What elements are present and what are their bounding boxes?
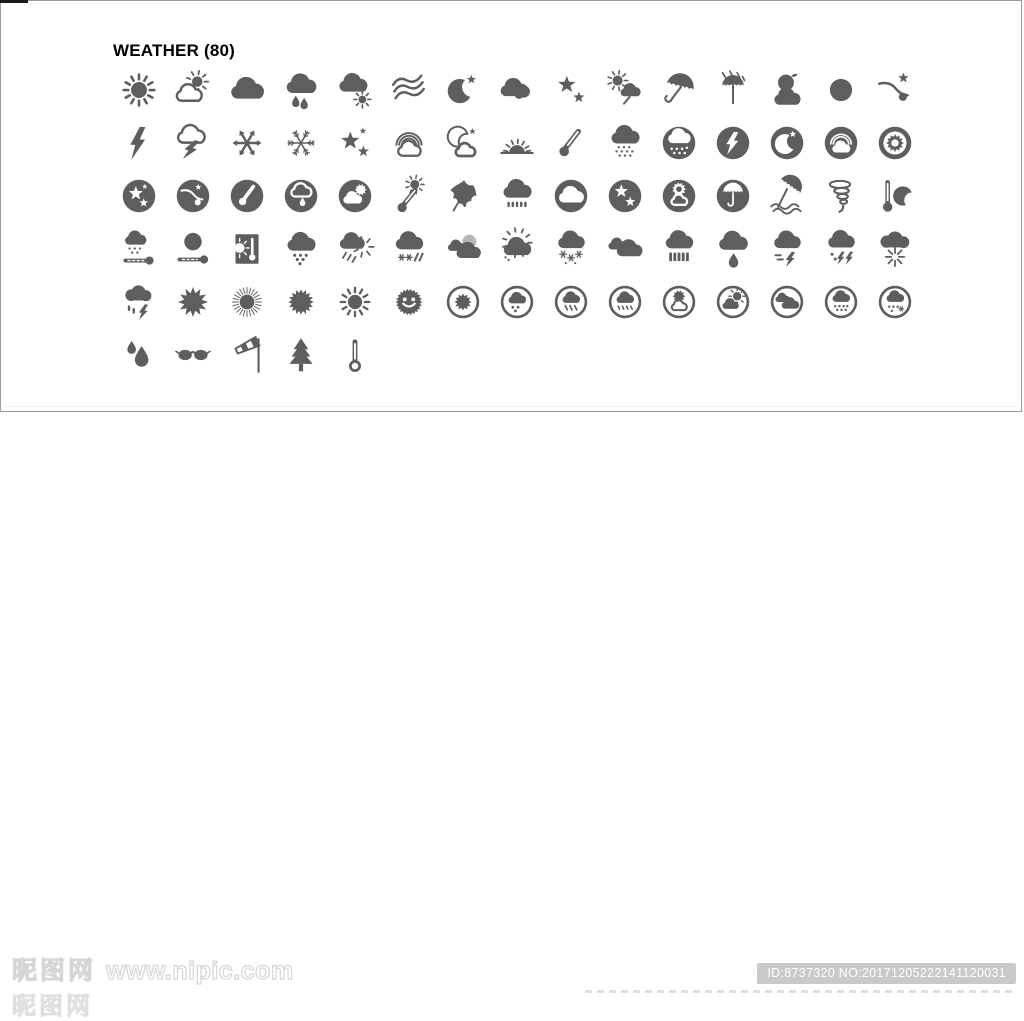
clouds-lightning-icon	[868, 222, 922, 275]
full-moon-icon	[814, 63, 868, 116]
badge-cloud-drop-icon	[274, 169, 328, 222]
ring-sun-icon	[436, 275, 490, 328]
sun-cloud-rain-icon	[598, 63, 652, 116]
badge-thermometer-icon	[220, 169, 274, 222]
sunglasses-icon	[166, 328, 220, 381]
ring-sun-behind-cloud-icon	[706, 275, 760, 328]
badge-stars-icon	[112, 169, 166, 222]
cloud-rain-sun-icon	[328, 222, 382, 275]
panel-dotted-line	[5, 406, 1017, 407]
page-title: WEATHER (80)	[113, 41, 236, 60]
ring-cloud-snow-icon	[490, 275, 544, 328]
sun-behind-cloud-icon	[166, 63, 220, 116]
windsock-icon	[220, 328, 274, 381]
cloud-heavy-rain-icon	[652, 222, 706, 275]
badge-sun-icon	[868, 116, 922, 169]
icon-grid	[112, 63, 924, 381]
sun-spiky-icon	[274, 275, 328, 328]
badge-cloud-icon	[544, 169, 598, 222]
ring-cloud-mixed-icon	[868, 275, 922, 328]
umbrella-rain-icon	[706, 63, 760, 116]
badge-cloud-sun-icon	[328, 169, 382, 222]
cloud-sleet-icon	[382, 222, 436, 275]
cloud-snow-icon	[598, 116, 652, 169]
cloud-drizzle-icon	[490, 169, 544, 222]
sun-burst-icon	[166, 275, 220, 328]
cloud-icon	[220, 63, 274, 116]
sunrise-icon	[490, 116, 544, 169]
thermometer-diagonal-icon	[544, 116, 598, 169]
cloud-rain-icon	[274, 63, 328, 116]
thermometer-icon	[328, 328, 382, 381]
ring-cloud-shower-icon	[598, 275, 652, 328]
sun-rays-thin-icon	[220, 275, 274, 328]
ring-cloud-rain-icon	[544, 275, 598, 328]
sun-thermometer-icon	[166, 222, 220, 275]
cloud-pair-icon	[598, 222, 652, 275]
moon-sprout-cloud-icon	[760, 63, 814, 116]
icon-sheet-panel	[0, 0, 1022, 412]
cloud-storm-icon	[814, 222, 868, 275]
ring-clouds-icon	[760, 275, 814, 328]
sun-rays-detached-icon	[328, 275, 382, 328]
watermark-clipped-dots	[585, 990, 1016, 993]
badge-lightning-icon	[706, 116, 760, 169]
badge-shooting-star-icon	[166, 169, 220, 222]
icon-row-5	[112, 275, 924, 328]
thermometer-moon-icon	[868, 169, 922, 222]
storm-cloud-bolt-icon	[112, 275, 166, 328]
crescent-cloud-star-icon	[436, 116, 490, 169]
badge-umbrella-icon	[706, 169, 760, 222]
wind-waves-icon	[382, 63, 436, 116]
thermometer-sun-icon	[382, 169, 436, 222]
cloud-snow-dots-icon	[274, 222, 328, 275]
icon-row-6	[112, 328, 924, 381]
watermark-site-url: www.nipic.com	[106, 957, 294, 985]
cloud-sun-rays-icon	[490, 222, 544, 275]
snowflake-arrows-icon	[220, 116, 274, 169]
id-badge: ID:8737320 NO:20171205222141120031	[757, 963, 1016, 984]
ring-cloud-hail-icon	[814, 275, 868, 328]
watermark-site-logo: 昵图网	[12, 957, 97, 985]
corner-mark	[0, 0, 28, 3]
cloud-rain-bolt-icon	[760, 222, 814, 275]
rainbow-cloud-icon	[382, 116, 436, 169]
ring-sun-cloud-icon	[652, 275, 706, 328]
cloud-snow-thermometer-icon	[112, 222, 166, 275]
beach-umbrella-icon	[760, 169, 814, 222]
tornado-icon	[814, 169, 868, 222]
snowflake-icon	[274, 116, 328, 169]
badge-crescent-star-icon	[760, 116, 814, 169]
cloud-lumpy-icon	[490, 63, 544, 116]
sun-icon	[112, 63, 166, 116]
cloud-snowflakes-icon	[544, 222, 598, 275]
sun-smiley-icon	[382, 275, 436, 328]
cloud-sun-icon	[328, 63, 382, 116]
cloud-lightning-icon	[166, 116, 220, 169]
badge-two-stars-icon	[598, 169, 652, 222]
icon-row-1	[112, 63, 924, 116]
lightning-icon	[112, 116, 166, 169]
clouds-sun-icon	[436, 222, 490, 275]
badge-sun-cloud-icon	[652, 169, 706, 222]
watermark-clipped-row: 昵图网	[12, 993, 93, 1020]
crescent-star-icon	[436, 63, 490, 116]
icon-row-2	[112, 116, 924, 169]
leaf-icon	[436, 169, 490, 222]
icon-row-3	[112, 169, 924, 222]
raindrops-icon	[112, 328, 166, 381]
cloud-drop-icon	[706, 222, 760, 275]
badge-rainbow-cloud-icon	[814, 116, 868, 169]
icon-row-4	[112, 222, 924, 275]
badge-snow-icon	[652, 116, 706, 169]
two-stars-icon	[544, 63, 598, 116]
shooting-star-icon	[868, 63, 922, 116]
pine-tree-icon	[274, 328, 328, 381]
framed-sun-thermometer-icon	[220, 222, 274, 275]
umbrella-icon	[652, 63, 706, 116]
watermark	[12, 951, 294, 987]
three-stars-icon	[328, 116, 382, 169]
